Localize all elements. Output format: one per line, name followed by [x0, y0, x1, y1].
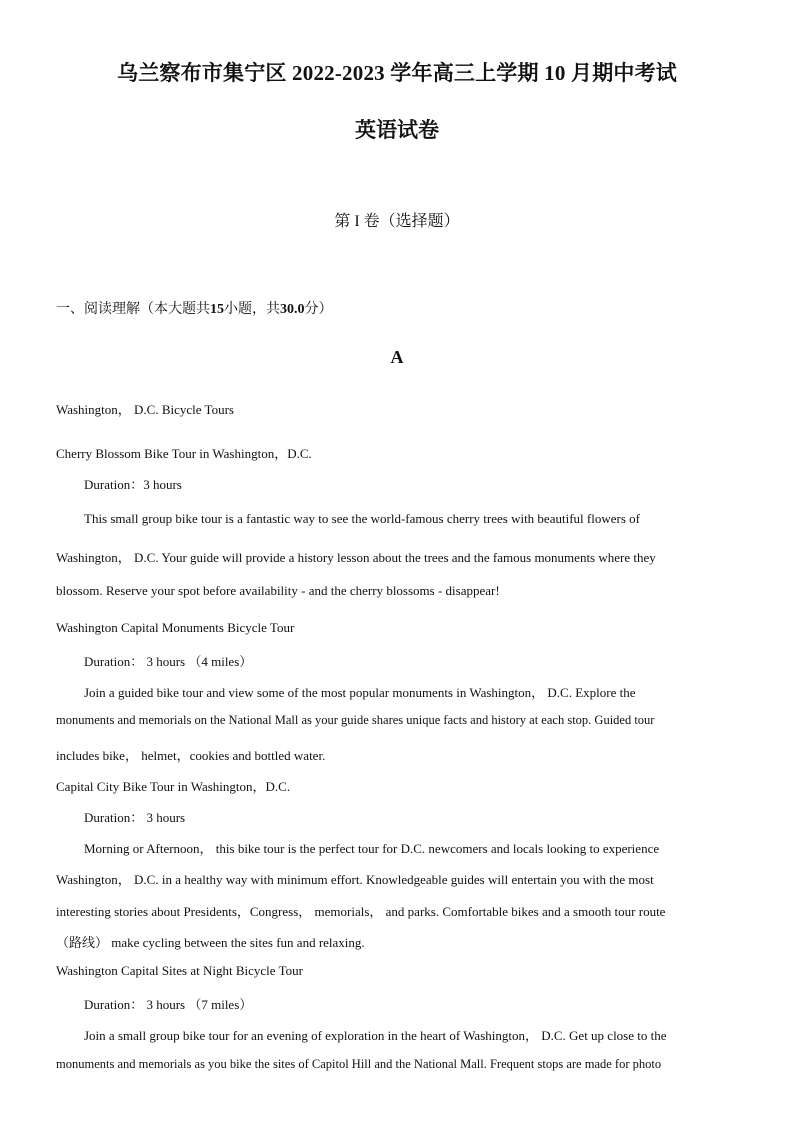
paragraph-line: Join a guided bike tour and view some of the most popular monuments in Washington， D.C. Explore the: [84, 685, 636, 700]
paragraph-line: monuments and memorials as you bike the sites of Capitol Hill and the National Mall. Frequent stops are made for photo: [56, 1057, 662, 1071]
paragraph-line: Join a small group bike tour for an evening of exploration in the heart of Washington， D.C. Get up close to the: [84, 1028, 667, 1043]
volume-heading: 第 I 卷（选择题）: [334, 213, 460, 230]
tour-duration: Duration：3 hours: [84, 477, 182, 492]
section-suffix: 分）: [304, 302, 333, 317]
paragraph-line: Morning or Afternoon， this bike tour is the perfect tour for D.C. newcomers and locals looking to experience: [84, 841, 660, 856]
tour-name: Capital City Bike Tour in Washington，D.C.: [56, 779, 291, 794]
paragraph-line: Washington， D.C. Your guide will provide a history lesson about the trees and the famous monuments where they: [56, 550, 656, 565]
paragraph-line: monuments and memorials on the National Mall as your guide shares unique facts and history at each stop. Guided tour: [56, 713, 655, 727]
tour-duration: Duration： 3 hours （7 miles）: [84, 997, 253, 1012]
exam-title: 乌兰察布市集宁区 2022-2023 学年高三上学期 10 月期中考试: [117, 61, 677, 85]
paragraph-line: includes bike， helmet，cookies and bottled water.: [56, 748, 326, 763]
paragraph-line: （路线） make cycling between the sites fun and relaxing.: [56, 935, 365, 950]
question-count: 15: [210, 302, 224, 317]
paragraph-line: This small group bike tour is a fantastic way to see the world-famous cherry trees with beautiful flowers of: [84, 511, 640, 526]
section-mid: 小题，共: [224, 302, 280, 317]
tour-duration: Duration： 3 hours: [84, 810, 186, 825]
paragraph-line: Washington， D.C. in a healthy way with minimum effort. Knowledgeable guides will entertain you with the most: [56, 872, 654, 887]
section-prefix: 一、阅读理解（本大题共: [56, 302, 210, 317]
total-score: 30.0: [280, 302, 305, 317]
passage-heading: Washington， D.C. Bicycle Tours: [56, 402, 234, 417]
passage-label: A: [390, 347, 404, 367]
tour-name: Washington Capital Monuments Bicycle Tour: [56, 620, 295, 635]
tour-name: Cherry Blossom Bike Tour in Washington，D.C.: [56, 446, 312, 461]
tour-name: Washington Capital Sites at Night Bicycle Tour: [56, 963, 303, 978]
tour-duration: Duration： 3 hours （4 miles）: [84, 654, 253, 669]
exam-subtitle: 英语试卷: [355, 118, 439, 142]
paragraph-line: blossom. Reserve your spot before availability - and the cherry blossoms - disappear!: [56, 583, 500, 598]
paragraph-line: interesting stories about Presidents，Congress， memorials， and parks. Comfortable bikes and a smooth tour route: [56, 904, 666, 919]
section-heading: [56, 298, 333, 318]
